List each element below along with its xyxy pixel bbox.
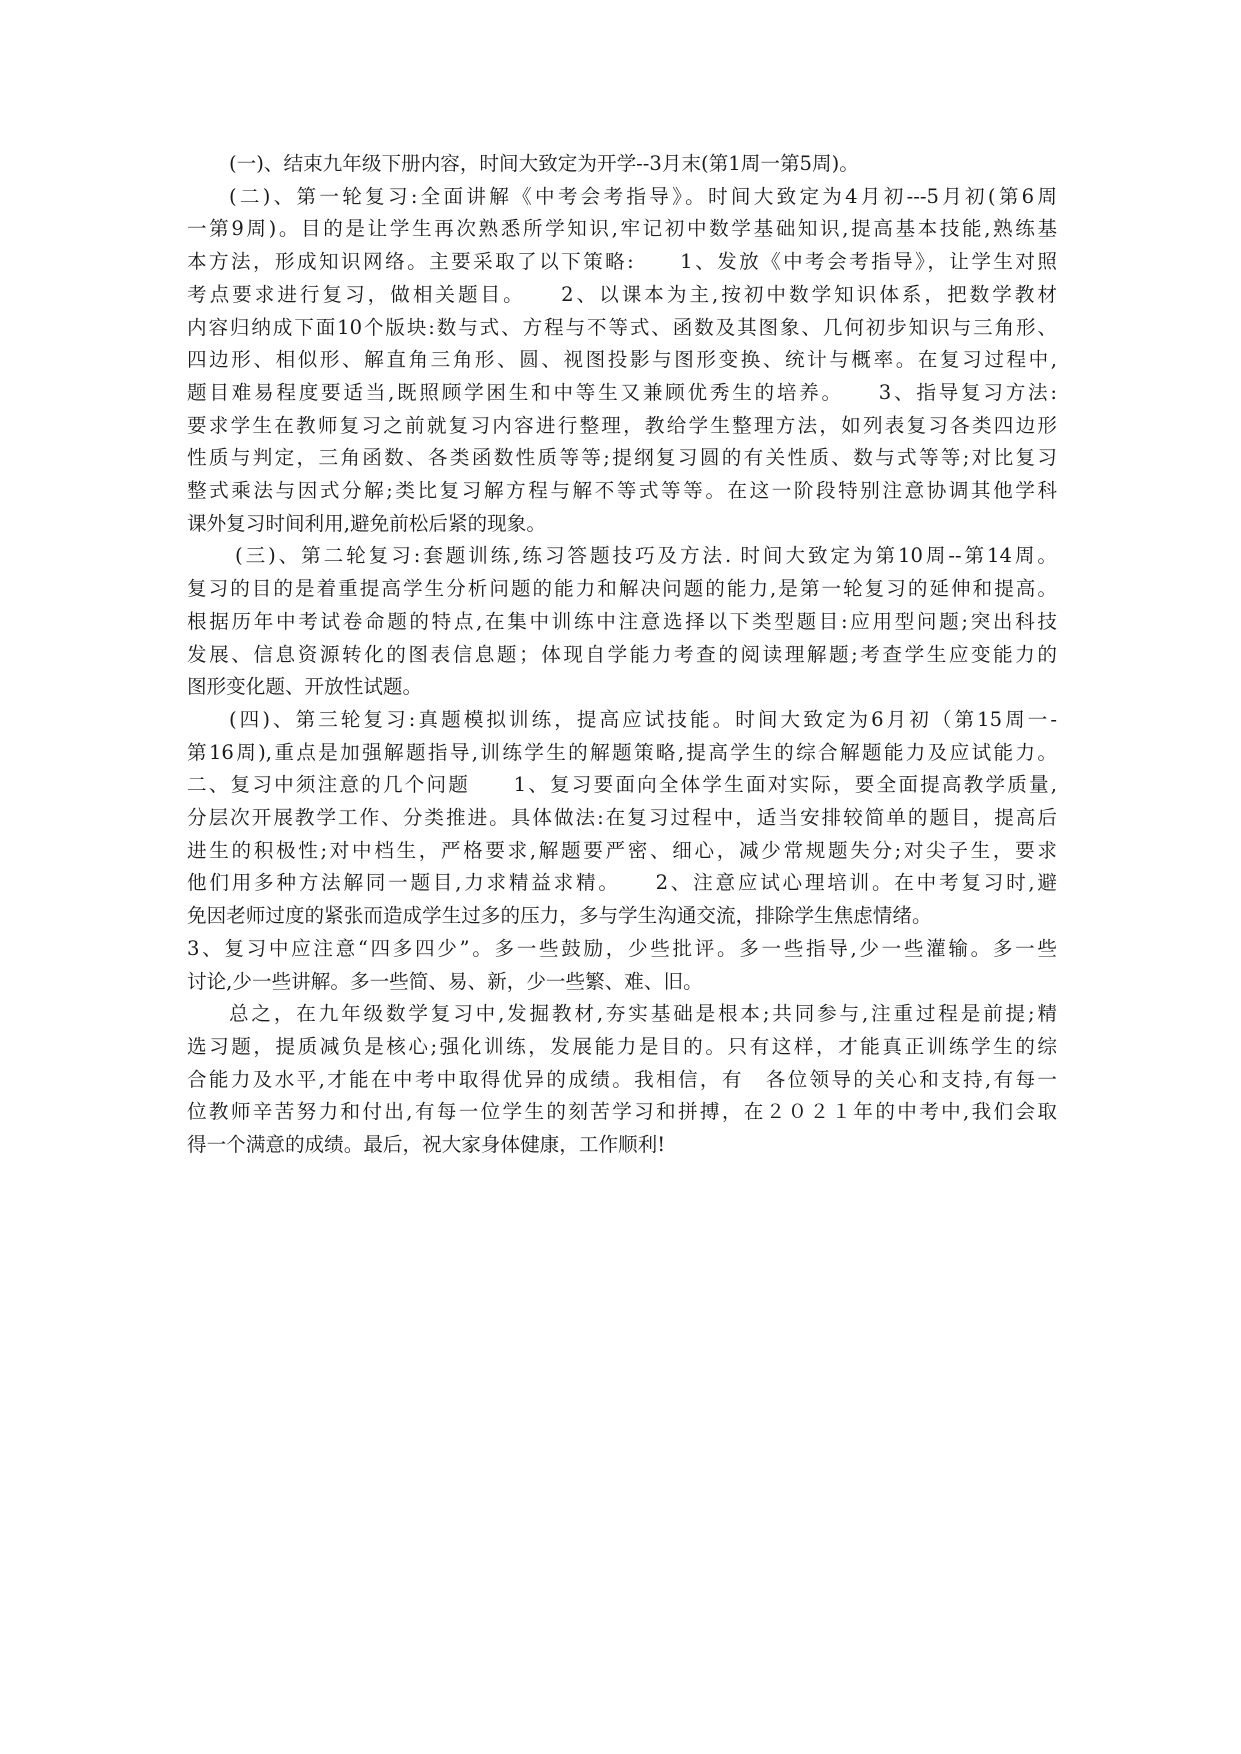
text-line: 3、复习中应注意“四多四少”。多一些鼓励，少些批评。多一些指导,少一些灌输。多一些 xyxy=(187,936,1057,960)
text-line: 四边形、相似形、解直角三角形、圆、视图投影与图形变换、统计与概率。在复习过程中, xyxy=(187,348,1057,372)
text-line: 课外复习时间利用,避免前松后紧的现象。 xyxy=(187,511,546,535)
text-line: 整式乘法与因式分解;类比复习解方程与解不等式等等。在这一阶段特别注意协调其他学科 xyxy=(187,479,1057,503)
text-line: 讨论,少一些讲解。多一些简、易、新，少一些繁、难、旧。 xyxy=(187,969,703,993)
text-line: 得一个满意的成绩。最后，祝大家身体健康，工作顺利! xyxy=(187,1133,666,1157)
text-line: 要求学生在教师复习之前就复习内容进行整理，教给学生整理方法，如列表复习各类四边形 xyxy=(187,413,1057,437)
text-line: 考点要求进行复习，做相关题目。 2、以课本为主,按初中数学知识体系，把数学教材 xyxy=(187,282,1057,306)
text-line: 复习的目的是着重提高学生分析问题的能力和解决问题的能力,是第一轮复习的延伸和提高。 xyxy=(187,577,1057,601)
document-body xyxy=(187,148,1057,1162)
text-line: 他们用多种方法解同一题目,力求精益求精。 2、注意应试心理培训。在中考复习时,避 xyxy=(187,871,1057,895)
text-line: (三)、第二轮复习:套题训练,练习答题技巧及方法. 时间大致定为第10周--第14周。 xyxy=(235,544,1057,568)
text-line: 性质与判定，三角函数、各类函数性质等等;提纲复习圆的有关性质、数与式等等;对比复习 xyxy=(187,446,1057,470)
text-line: 一第9周)。目的是让学生再次熟悉所学知识,牢记初中数学基础知识,提高基本技能,熟练基 xyxy=(187,217,1057,241)
text-line: 图形变化题、开放性试题。 xyxy=(187,675,423,699)
text-line: 根据历年中考试卷命题的特点,在集中训练中注意选择以下类型题目:应用型问题;突出科技 xyxy=(187,609,1057,633)
text-line: (二)、第一轮复习:全面讲解《中考会考指导》。时间大致定为4月初---5月初(第6周 xyxy=(229,184,1057,208)
text-line: 位教师辛苦努力和付出,有每一位学生的刻苦学习和拼搏，在２０２１年的中考中,我们会取 xyxy=(187,1100,1057,1124)
text-line: 总之，在九年级数学复习中,发掘教材,夯实基础是根本;共同参与,注重过程是前提;精 xyxy=(229,1002,1057,1026)
text-line: 选习题，提质减负是核心;强化训练，发展能力是目的。只有这样，才能真正训练学生的综 xyxy=(187,1034,1057,1058)
text-line: 二、复习中须注意的几个问题 1、复习要面向全体学生面对实际，要全面提高教学质量, xyxy=(187,773,1057,797)
text-line: (四)、第三轮复习:真题模拟训练，提高应试技能。时间大致定为6月初（第15周一- xyxy=(229,707,1057,731)
text-line: (一)、结束九年级下册内容，时间大致定为开学--3月末(第1周一第5周)。 xyxy=(229,152,859,175)
text-line: 第16周),重点是加强解题指导,训练学生的解题策略,提高学生的综合解题能力及应试能力。 xyxy=(187,740,1057,764)
text-line: 内容归纳成下面10个版块:数与式、方程与不等式、函数及其图象、几何初步知识与三角形、 xyxy=(187,315,1057,339)
text-line: 免因老师过度的紧张而造成学生过多的压力，多与学生沟通交流，排除学生焦虑情绪。 xyxy=(187,904,932,928)
text-line: 发展、信息资源转化的图表信息题；体现自学能力考查的阅读理解题;考查学生应变能力的 xyxy=(187,642,1057,666)
text-line: 进生的积极性;对中档生，严格要求,解题要严密、细心，减少常规题失分;对尖子生，要求 xyxy=(187,838,1057,862)
text-line: 合能力及水平,才能在中考中取得优异的成绩。我相信，有 各位领导的关心和支持,有每一 xyxy=(187,1067,1057,1091)
text-line: 本方法，形成知识网络。主要采取了以下策略: 1、发放《中考会考指导》，让学生对照 xyxy=(187,250,1057,274)
text-line: 题目难易程度要适当,既照顾学困生和中等生又兼顾优秀生的培养。 3、指导复习方法: xyxy=(187,380,1057,404)
text-line: 分层次开展教学工作、分类推进。具体做法:在复习过程中，适当安排较简单的题目，提高后 xyxy=(187,806,1057,830)
